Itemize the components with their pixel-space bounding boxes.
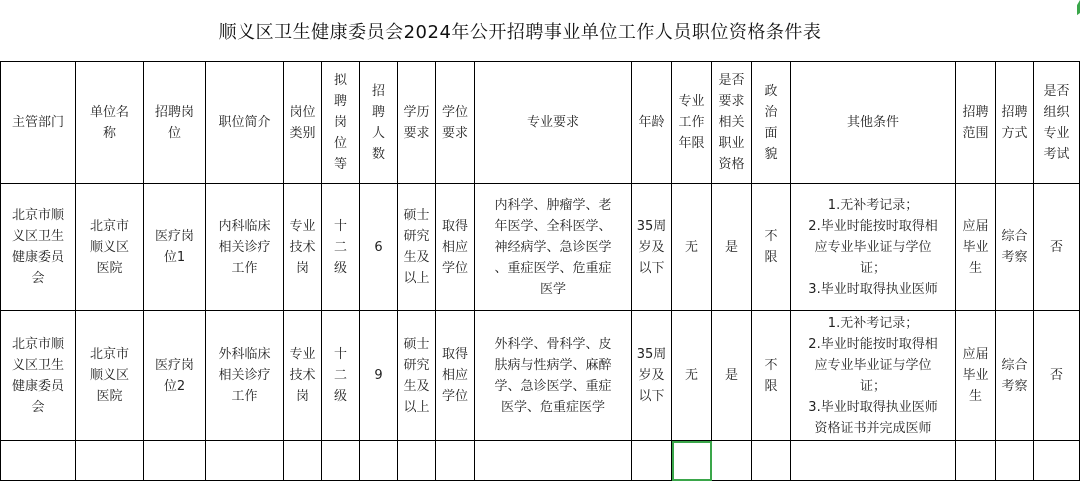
empty-cell — [284, 441, 322, 481]
education-cell: 硕士 研究 生及 以上 — [398, 184, 436, 311]
degree-cell: 取得 相应 学位 — [436, 311, 475, 441]
table-row — [1, 441, 1080, 481]
intro-cell: 外科临床 相关诊疗 工作 — [206, 311, 284, 441]
page-title: 顺义区卫生健康委员会2024年公开招聘事业单位工作人员职位资格条件表 — [218, 22, 822, 43]
empty-cell — [1, 441, 76, 481]
unit-cell: 北京市 顺义区 医院 — [76, 311, 144, 441]
post-cell: 医疗岗 位2 — [144, 311, 206, 441]
header-cell: 职位简介 — [206, 62, 284, 184]
method-cell: 综合 考察 — [996, 184, 1034, 311]
empty-cell — [475, 441, 632, 481]
years-cell: 无 — [672, 311, 712, 441]
exam-cell: 否 — [1034, 184, 1080, 311]
table-row — [1, 184, 1080, 311]
major-cell: 内科学、肿瘤学、老 年医学、全科医学、 神经病学、急诊医学 、重症医学、危重症 医学 — [475, 184, 632, 311]
empty-cell — [360, 441, 398, 481]
header-cell: 拟 聘 岗 位 等 — [322, 62, 360, 184]
level-cell: 十 二 级 — [322, 311, 360, 441]
empty-cell — [956, 441, 996, 481]
empty-cell — [1034, 441, 1080, 481]
qualification-table — [0, 61, 1080, 481]
education-cell: 硕士 研究 生及 以上 — [398, 311, 436, 441]
header-cell: 是否 要求 相关 职业 资格 — [712, 62, 752, 184]
corner-mark — [1067, 0, 1080, 22]
qualification-cell: 是 — [712, 311, 752, 441]
qualification-cell: 是 — [712, 184, 752, 311]
unit-cell: 北京市 顺义区 医院 — [76, 184, 144, 311]
count-cell: 9 — [360, 311, 398, 441]
dept-cell: 北京市顺 义区卫生 健康委员 会 — [1, 311, 76, 441]
header-cell: 学位 要求 — [436, 62, 475, 184]
selected-cell[interactable] — [672, 441, 712, 481]
years-cell: 无 — [672, 184, 712, 311]
empty-cell — [752, 441, 791, 481]
empty-cell — [996, 441, 1034, 481]
table-row — [1, 311, 1080, 441]
header-cell: 学历 要求 — [398, 62, 436, 184]
header-cell: 招聘 范围 — [956, 62, 996, 184]
dept-cell: 北京市顺 义区卫生 健康委员 会 — [1, 184, 76, 311]
header-cell: 招 聘 人 数 — [360, 62, 398, 184]
age-cell: 35周 岁及 以下 — [632, 184, 672, 311]
empty-cell — [322, 441, 360, 481]
header-cell: 年龄 — [632, 62, 672, 184]
empty-cell — [398, 441, 436, 481]
major-cell: 外科学、骨科学、皮 肤病与性病学、麻醉 学、急诊医学、重症 医学、危重症医学 — [475, 311, 632, 441]
method-cell: 综合 考察 — [996, 311, 1034, 441]
header-cell: 招聘 方式 — [996, 62, 1034, 184]
empty-cell — [144, 441, 206, 481]
empty-cell — [712, 441, 752, 481]
age-cell: 35周 岁及 以下 — [632, 311, 672, 441]
empty-cell — [436, 441, 475, 481]
category-cell: 专业 技术 岗 — [284, 311, 322, 441]
header-cell: 专业要求 — [475, 62, 632, 184]
empty-cell — [76, 441, 144, 481]
header-cell: 专业 工作 年限 — [672, 62, 712, 184]
exam-cell: 否 — [1034, 311, 1080, 441]
political-cell: 不 限 — [752, 311, 791, 441]
post-cell: 医疗岗 位1 — [144, 184, 206, 311]
scope-cell: 应届 毕业 生 — [956, 311, 996, 441]
political-cell: 不 限 — [752, 184, 791, 311]
other-cell: 1.无补考记录； 2.毕业时能按时取得相 应专业毕业证与学位 证； 3.毕业时取得执业医师 资格证书并完成医师 — [791, 311, 956, 441]
header-row — [1, 62, 1080, 184]
degree-cell: 取得 相应 学位 — [436, 184, 475, 311]
empty-cell — [632, 441, 672, 481]
empty-cell — [791, 441, 956, 481]
header-cell: 其他条件 — [791, 62, 956, 184]
empty-cell — [206, 441, 284, 481]
scope-cell: 应届 毕业 生 — [956, 184, 996, 311]
level-cell: 十 二 级 — [322, 184, 360, 311]
header-cell: 招聘岗 位 — [144, 62, 206, 184]
header-cell: 是否 组织 专业 考试 — [1034, 62, 1080, 184]
other-cell: 1.无补考记录； 2.毕业时能按时取得相 应专业毕业证与学位 证； 3.毕业时取得执业医师 — [791, 184, 956, 311]
header-cell: 政 治 面 貌 — [752, 62, 791, 184]
header-cell: 单位名 称 — [76, 62, 144, 184]
count-cell: 6 — [360, 184, 398, 311]
category-cell: 专业 技术 岗 — [284, 184, 322, 311]
header-cell: 岗位 类别 — [284, 62, 322, 184]
intro-cell: 内科临床 相关诊疗 工作 — [206, 184, 284, 311]
header-cell: 主管部门 — [1, 62, 76, 184]
